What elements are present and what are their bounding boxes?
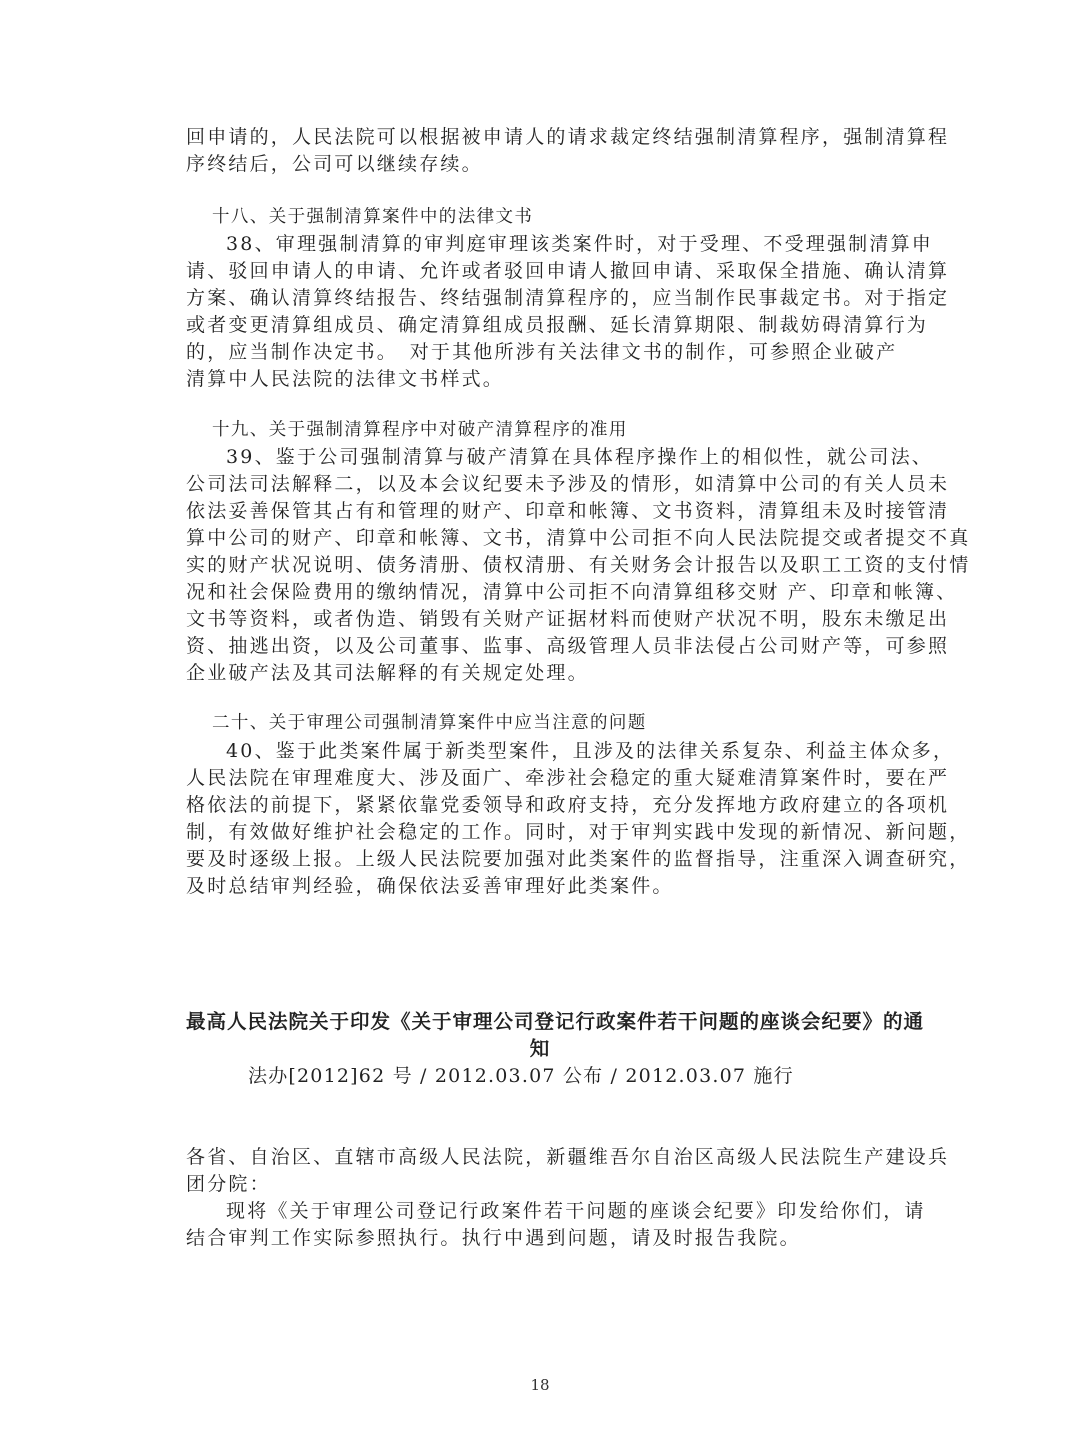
paragraph-line: 及时总结审判经验，确保依法妥善审理好此类案件。 bbox=[186, 875, 674, 897]
section-heading-18: 十八、关于强制清算案件中的法律文书 bbox=[212, 207, 534, 227]
paragraph-line: 序终结后，公司可以继续存续。 bbox=[186, 153, 483, 175]
paragraph-line: 清算中人民法院的法律文书样式。 bbox=[186, 368, 505, 390]
notice-body-line: 团分院： bbox=[186, 1173, 271, 1195]
paragraph-line: 格依法的前提下，紧紧依靠党委领导和政府支持，充分发挥地方政府建立的各项机 bbox=[186, 794, 950, 816]
paragraph-line: 38、审理强制清算的审判庭审理该类案件时，对于受理、不受理强制清算申 bbox=[226, 233, 933, 255]
paragraph-line: 实的财产状况说明、债务清册、债权清册、有关财务会计报告以及职工工资的支付情 bbox=[186, 554, 971, 576]
paragraph-line: 文书等资料，或者伪造、销毁有关财产证据材料而使财产状况不明，股东未缴足出 bbox=[186, 608, 950, 630]
paragraph-line: 的，应当制作决定书。 对于其他所涉有关法律文书的制作，可参照企业破产 bbox=[186, 341, 898, 363]
notice-body-line: 各省、自治区、直辖市高级人民法院，新疆维吾尔自治区高级人民法院生产建设兵 bbox=[186, 1146, 950, 1168]
notice-title: 最高人民法院关于印发《关于审理公司登记行政案件若干问题的座谈会纪要》的通 bbox=[186, 1010, 925, 1033]
paragraph-line: 况和社会保险费用的缴纳情况，清算中公司拒不向清算组移交财 产、印章和帐簿、 bbox=[186, 581, 958, 603]
notice-body-line: 结合审判工作实际参照执行。执行中遇到问题，请及时报告我院。 bbox=[186, 1227, 801, 1249]
notice-meta: 法办[2012]62 号 / 2012.03.07 公布 / 2012.03.07 施行 bbox=[248, 1065, 794, 1087]
paragraph-line: 方案、确认清算终结报告、终结强制清算程序的，应当制作民事裁定书。对于指定 bbox=[186, 287, 950, 309]
paragraph-line: 依法妥善保管其占有和管理的财产、印章和帐簿、文书资料，清算组未及时接管清 bbox=[186, 500, 950, 522]
notice-title-continued: 知 bbox=[529, 1037, 551, 1060]
paragraph-line: 请、驳回申请人的申请、允许或者驳回申请人撤回申请、采取保全措施、确认清算 bbox=[186, 260, 950, 282]
paragraph-line: 回申请的，人民法院可以根据被申请人的请求裁定终结强制清算程序，强制清算程 bbox=[186, 126, 950, 148]
paragraph-line: 要及时逐级上报。上级人民法院要加强对此类案件的监督指导，注重深入调查研究， bbox=[186, 848, 971, 870]
page-number: 18 bbox=[530, 1376, 550, 1394]
paragraph-line: 制，有效做好维护社会稳定的工作。同时，对于审判实践中发现的新情况、新问题， bbox=[186, 821, 971, 843]
paragraph-line: 算中公司的财产、印章和帐簿、文书，清算中公司拒不向人民法院提交或者提交不真 bbox=[186, 527, 971, 549]
notice-body-line: 现将《关于审理公司登记行政案件若干问题的座谈会纪要》印发给你们，请 bbox=[226, 1200, 926, 1222]
paragraph-line: 40、鉴于此类案件属于新类型案件，且涉及的法律关系复杂、利益主体众多， bbox=[226, 740, 955, 762]
paragraph-line: 39、鉴于公司强制清算与破产清算在具体程序操作上的相似性，就公司法、 bbox=[226, 446, 933, 468]
paragraph-line: 或者变更清算组成员、确定清算组成员报酬、延长清算期限、制裁妨碍清算行为 bbox=[186, 314, 929, 336]
paragraph-line: 资、抽逃出资，以及公司董事、监事、高级管理人员非法侵占公司财产等，可参照 bbox=[186, 635, 950, 657]
paragraph-line: 公司法司法解释二，以及本会议纪要未予涉及的情形，如清算中公司的有关人员未 bbox=[186, 473, 950, 495]
paragraph-line: 人民法院在审理难度大、涉及面广、牵涉社会稳定的重大疑难清算案件时，要在严 bbox=[186, 767, 950, 789]
section-heading-19: 十九、关于强制清算程序中对破产清算程序的准用 bbox=[212, 420, 628, 440]
section-heading-20: 二十、关于审理公司强制清算案件中应当注意的问题 bbox=[212, 713, 647, 733]
paragraph-line: 企业破产法及其司法解释的有关规定处理。 bbox=[186, 662, 589, 684]
